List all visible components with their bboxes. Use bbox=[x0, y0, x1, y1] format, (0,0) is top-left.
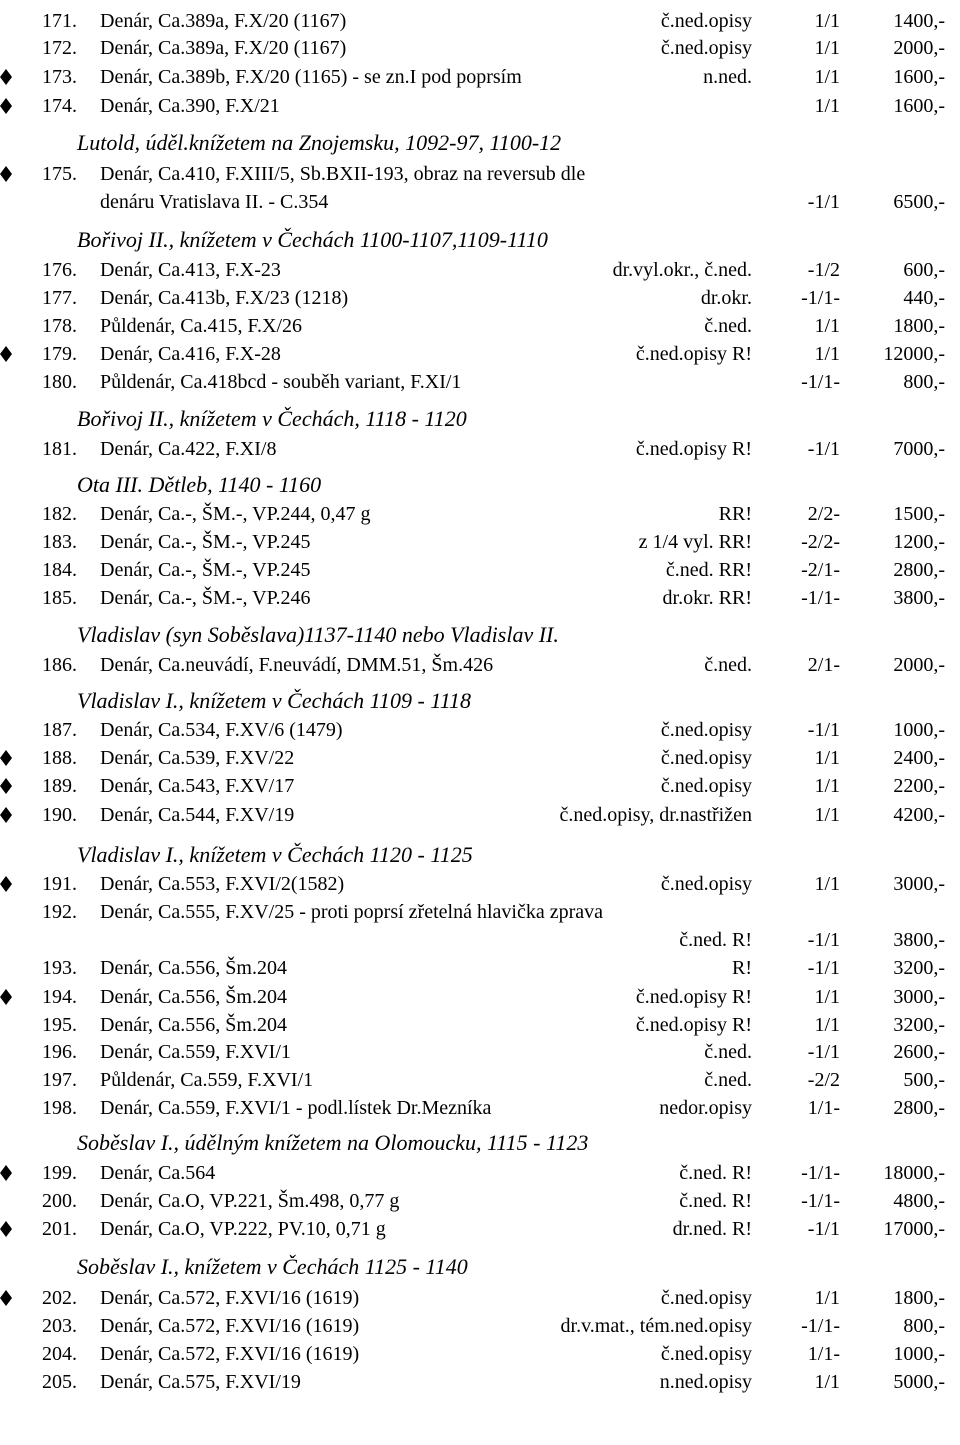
item-price: 1200,- bbox=[893, 531, 945, 553]
item-description: Denár, Ca.555, F.XV/25 - proti poprsí zřetelná hlavička zprava bbox=[100, 901, 603, 923]
item-grade: 1/1 bbox=[814, 986, 840, 1008]
list-item bbox=[0, 584, 960, 613]
item-condition-note: č.ned.opisy bbox=[660, 1343, 752, 1365]
item-description: Půldenár, Ca.418bcd - souběh variant, F.XI/1 bbox=[100, 371, 462, 393]
list-item bbox=[0, 1094, 960, 1123]
item-number: 199. bbox=[42, 1162, 77, 1184]
item-price: 2000,- bbox=[893, 654, 945, 676]
item-number: 198. bbox=[42, 1097, 77, 1119]
list-item bbox=[0, 1159, 960, 1188]
section-heading: Soběslav I., údělným knížetem na Olomoucku, 1115 - 1123 bbox=[77, 1130, 589, 1155]
item-number: 190. bbox=[42, 804, 77, 826]
item-description: Denár, Ca.422, F.XI/8 bbox=[100, 438, 277, 460]
list-item bbox=[0, 312, 960, 341]
item-description: Denár, Ca.390, F.X/21 bbox=[100, 95, 280, 117]
item-condition-note: n.ned.opisy bbox=[659, 1371, 752, 1393]
item-condition-note: č.ned. R! bbox=[679, 1190, 752, 1212]
item-condition-note: č.ned.opisy R! bbox=[635, 1014, 752, 1036]
item-description: Denár, Ca.559, F.XVI/1 bbox=[100, 1041, 291, 1063]
list-item bbox=[0, 1284, 960, 1313]
item-number: 192. bbox=[42, 901, 77, 923]
item-price: 1600,- bbox=[893, 95, 945, 117]
item-grade: 1/1 bbox=[814, 315, 840, 337]
item-condition-note: č.ned.opisy bbox=[660, 719, 752, 741]
item-grade: 1/1 bbox=[814, 10, 840, 32]
list-item bbox=[0, 744, 960, 773]
item-description: Půldenár, Ca.559, F.XVI/1 bbox=[100, 1069, 314, 1091]
item-condition-note: dr.v.mat., tém.ned.opisy bbox=[560, 1315, 752, 1337]
diamond-icon bbox=[0, 1221, 12, 1237]
item-number: 202. bbox=[42, 1287, 77, 1309]
item-number: 193. bbox=[42, 957, 77, 979]
section-heading: Bořivoj II., knížetem v Čechách, 1118 - 1120 bbox=[77, 406, 467, 431]
item-condition-note: dr.okr. RR! bbox=[662, 587, 752, 609]
item-number: 194. bbox=[42, 986, 77, 1008]
item-description: Denár, Ca.556, Šm.204 bbox=[100, 986, 287, 1008]
list-item bbox=[0, 256, 960, 285]
list-item bbox=[0, 500, 960, 529]
list-item bbox=[0, 1340, 960, 1369]
item-grade: -1/1 bbox=[807, 957, 840, 979]
list-item bbox=[0, 954, 960, 983]
item-price: 2200,- bbox=[893, 775, 945, 797]
diamond-icon bbox=[0, 989, 12, 1005]
item-number: 205. bbox=[42, 1371, 77, 1393]
item-grade: -1/1- bbox=[801, 587, 840, 609]
item-condition-note: č.ned.opisy bbox=[660, 775, 752, 797]
list-item bbox=[0, 340, 960, 369]
item-description: Denár, Ca.539, F.XV/22 bbox=[100, 747, 295, 769]
diamond-icon bbox=[0, 876, 12, 892]
list-item bbox=[0, 92, 960, 121]
item-number: 187. bbox=[42, 719, 77, 741]
item-price: 800,- bbox=[903, 371, 945, 393]
list-item bbox=[0, 898, 960, 927]
item-number: 181. bbox=[42, 438, 77, 460]
item-condition-note: RR! bbox=[718, 503, 752, 525]
item-grade: 1/1 bbox=[814, 873, 840, 895]
section-heading: Bořivoj II., knížetem v Čechách 1100-1107,1109-1110 bbox=[77, 227, 548, 252]
item-description: Denár, Ca.-, ŠM.-, VP.244, 0,47 g bbox=[100, 503, 371, 525]
item-description: Denár, Ca.410, F.XIII/5, Sb.BXII-193, obraz na reversub dle bbox=[100, 163, 586, 185]
item-price: 4800,- bbox=[893, 1190, 945, 1212]
item-condition-note: č.ned.opisy bbox=[660, 1287, 752, 1309]
item-number: 172. bbox=[42, 37, 77, 59]
item-description: Denár, Ca.559, F.XVI/1 - podl.lístek Dr.Mezníka bbox=[100, 1097, 492, 1119]
item-description: Denár, Ca.572, F.XVI/16 (1619) bbox=[100, 1287, 360, 1309]
diamond-icon bbox=[0, 98, 12, 114]
item-price: 18000,- bbox=[883, 1162, 945, 1184]
section-heading: Vladislav I., knížetem v Čechách 1109 - 1118 bbox=[77, 688, 472, 713]
item-condition-note: č.ned. RR! bbox=[665, 559, 752, 581]
item-condition-note: R! bbox=[732, 957, 752, 979]
list-item bbox=[0, 368, 960, 397]
item-number: 179. bbox=[42, 343, 77, 365]
list-item bbox=[0, 284, 960, 313]
item-number: 200. bbox=[42, 1190, 77, 1212]
item-condition-note: č.ned.opisy R! bbox=[635, 986, 752, 1008]
list-item bbox=[0, 772, 960, 801]
item-price: 1000,- bbox=[893, 719, 945, 741]
list-item bbox=[0, 716, 960, 745]
item-price: 2400,- bbox=[893, 747, 945, 769]
item-condition-note: č.ned.opisy, dr.nastřižen bbox=[559, 804, 752, 826]
item-price: 17000,- bbox=[883, 1218, 945, 1240]
item-price: 440,- bbox=[903, 287, 945, 309]
list-item bbox=[0, 34, 960, 63]
list-item bbox=[0, 7, 960, 36]
item-price: 7000,- bbox=[893, 438, 945, 460]
item-description: Denár, Ca.534, F.XV/6 (1479) bbox=[100, 719, 343, 741]
item-grade: -1/1- bbox=[801, 1315, 840, 1337]
item-condition-note: č.ned.opisy bbox=[660, 747, 752, 769]
diamond-icon bbox=[0, 166, 12, 182]
item-description: Denár, Ca.O, VP.221, Šm.498, 0,77 g bbox=[100, 1190, 400, 1212]
item-number: 178. bbox=[42, 315, 77, 337]
item-description: Denár, Ca.416, F.X-28 bbox=[100, 343, 281, 365]
item-number: 173. bbox=[42, 66, 77, 88]
list-item bbox=[0, 160, 960, 189]
item-grade: 2/2- bbox=[807, 503, 840, 525]
item-price: 1500,- bbox=[893, 503, 945, 525]
item-number: 180. bbox=[42, 371, 77, 393]
list-item bbox=[0, 1368, 960, 1397]
item-price: 1800,- bbox=[893, 315, 945, 337]
diamond-icon bbox=[0, 69, 12, 85]
diamond-icon bbox=[0, 346, 12, 362]
item-condition-note: č.ned.opisy bbox=[660, 10, 752, 32]
item-number: 189. bbox=[42, 775, 77, 797]
list-item bbox=[0, 528, 960, 557]
list-item bbox=[0, 435, 960, 464]
item-description: Denár, Ca.556, Šm.204 bbox=[100, 957, 287, 979]
item-condition-note: dr.okr. bbox=[700, 287, 752, 309]
diamond-icon bbox=[0, 807, 12, 823]
list-item-continuation bbox=[0, 926, 960, 955]
diamond-icon bbox=[0, 1290, 12, 1306]
item-condition-note: z 1/4 vyl. RR! bbox=[638, 531, 752, 553]
item-price: 3800,- bbox=[893, 929, 945, 951]
item-price: 3200,- bbox=[893, 1014, 945, 1036]
item-condition-note: č.ned. bbox=[704, 315, 752, 337]
item-condition-note: dr.ned. R! bbox=[672, 1218, 752, 1240]
list-item bbox=[0, 1187, 960, 1216]
diamond-icon bbox=[0, 778, 12, 794]
item-description: Denár, Ca.556, Šm.204 bbox=[100, 1014, 287, 1036]
list-item bbox=[0, 801, 960, 830]
item-price: 6500,- bbox=[893, 191, 945, 213]
item-condition-note: č.ned. R! bbox=[679, 1162, 752, 1184]
item-grade: 1/1 bbox=[814, 747, 840, 769]
item-number: 176. bbox=[42, 259, 77, 281]
item-number: 177. bbox=[42, 287, 77, 309]
item-grade: 1/1 bbox=[814, 37, 840, 59]
item-price: 3800,- bbox=[893, 587, 945, 609]
item-number: 171. bbox=[42, 10, 77, 32]
item-price: 4200,- bbox=[893, 804, 945, 826]
item-grade: 1/1 bbox=[814, 66, 840, 88]
item-grade: 1/1 bbox=[814, 775, 840, 797]
item-condition-note: č.ned.opisy R! bbox=[635, 438, 752, 460]
item-description: Půldenár, Ca.415, F.X/26 bbox=[100, 315, 303, 337]
list-item bbox=[0, 651, 960, 680]
item-condition-note: dr.vyl.okr., č.ned. bbox=[612, 259, 752, 281]
item-price: 2000,- bbox=[893, 37, 945, 59]
item-price: 3000,- bbox=[893, 986, 945, 1008]
item-description: Denár, Ca.575, F.XVI/19 bbox=[100, 1371, 301, 1393]
item-grade: -1/1 bbox=[807, 1218, 840, 1240]
item-price: 1400,- bbox=[893, 10, 945, 32]
item-number: 185. bbox=[42, 587, 77, 609]
item-number: 175. bbox=[42, 163, 77, 185]
item-grade: -1/1 bbox=[807, 191, 840, 213]
item-condition-note: č.ned.opisy R! bbox=[635, 343, 752, 365]
diamond-icon bbox=[0, 1165, 12, 1181]
item-grade: 1/1 bbox=[814, 804, 840, 826]
item-grade: -1/1 bbox=[807, 719, 840, 741]
item-description: Denár, Ca.O, VP.222, PV.10, 0,71 g bbox=[100, 1218, 386, 1240]
item-price: 600,- bbox=[903, 259, 945, 281]
item-price: 1800,- bbox=[893, 1287, 945, 1309]
item-grade: -1/1- bbox=[801, 371, 840, 393]
item-grade: -1/1 bbox=[807, 929, 840, 951]
list-item bbox=[0, 1038, 960, 1067]
list-item bbox=[0, 1011, 960, 1040]
item-condition-note: č.ned. bbox=[704, 654, 752, 676]
item-price: 3000,- bbox=[893, 873, 945, 895]
item-description: Denár, Ca.543, F.XV/17 bbox=[100, 775, 295, 797]
item-description: Denár, Ca.572, F.XVI/16 (1619) bbox=[100, 1315, 360, 1337]
list-item bbox=[0, 1066, 960, 1095]
item-price: 2600,- bbox=[893, 1041, 945, 1063]
item-condition-note: č.ned. R! bbox=[679, 929, 752, 951]
item-grade: -1/1- bbox=[801, 1162, 840, 1184]
section-heading: Soběslav I., knížetem v Čechách 1125 - 1140 bbox=[77, 1254, 468, 1279]
item-price: 3200,- bbox=[893, 957, 945, 979]
item-grade: -1/1 bbox=[807, 438, 840, 460]
item-grade: -2/1- bbox=[801, 559, 840, 581]
item-number: 204. bbox=[42, 1343, 77, 1365]
item-number: 174. bbox=[42, 95, 77, 117]
item-grade: 1/1 bbox=[814, 1014, 840, 1036]
item-description: Denár, Ca.553, F.XVI/2(1582) bbox=[100, 873, 345, 895]
item-grade: 1/1 bbox=[814, 1287, 840, 1309]
item-grade: 1/1- bbox=[807, 1343, 840, 1365]
item-grade: -1/1 bbox=[807, 1041, 840, 1063]
item-number: 203. bbox=[42, 1315, 77, 1337]
section-heading: Ota III. Dětleb, 1140 - 1160 bbox=[77, 472, 322, 497]
item-grade: -2/2 bbox=[807, 1069, 840, 1091]
item-description: Denár, Ca.389a, F.X/20 (1167) bbox=[100, 10, 347, 32]
list-item bbox=[0, 556, 960, 585]
list-item-continuation bbox=[0, 188, 960, 217]
item-price: 5000,- bbox=[893, 1371, 945, 1393]
section-heading: Lutold, úděl.knížetem na Znojemsku, 1092-97, 1100-12 bbox=[77, 130, 562, 155]
item-price: 500,- bbox=[903, 1069, 945, 1091]
item-price: 2800,- bbox=[893, 1097, 945, 1119]
item-description: Denár, Ca.389a, F.X/20 (1167) bbox=[100, 37, 347, 59]
item-grade: 1/1 bbox=[814, 343, 840, 365]
item-grade: 2/1- bbox=[807, 654, 840, 676]
item-condition-note: nedor.opisy bbox=[659, 1097, 752, 1119]
item-condition-note: č.ned. bbox=[704, 1069, 752, 1091]
item-grade: 1/1- bbox=[807, 1097, 840, 1119]
list-item bbox=[0, 870, 960, 899]
item-number: 184. bbox=[42, 559, 77, 581]
item-grade: -2/2- bbox=[801, 531, 840, 553]
item-number: 195. bbox=[42, 1014, 77, 1036]
item-number: 186. bbox=[42, 654, 77, 676]
item-number: 182. bbox=[42, 503, 77, 525]
item-price: 12000,- bbox=[883, 343, 945, 365]
item-grade: -1/1- bbox=[801, 287, 840, 309]
item-grade: -1/2 bbox=[807, 259, 840, 281]
item-description: denáru Vratislava II. - C.354 bbox=[100, 191, 329, 213]
item-condition-note: č.ned. bbox=[704, 1041, 752, 1063]
item-number: 188. bbox=[42, 747, 77, 769]
item-price: 800,- bbox=[903, 1315, 945, 1337]
item-description: Denár, Ca.-, ŠM.-, VP.245 bbox=[100, 531, 311, 553]
section-heading: Vladislav I., knížetem v Čechách 1120 - 1125 bbox=[77, 842, 473, 867]
item-description: Denár, Ca.413, F.X-23 bbox=[100, 259, 281, 281]
list-item bbox=[0, 1312, 960, 1341]
diamond-icon bbox=[0, 750, 12, 766]
item-description: Denár, Ca.544, F.XV/19 bbox=[100, 804, 295, 826]
item-number: 196. bbox=[42, 1041, 77, 1063]
item-price: 1600,- bbox=[893, 66, 945, 88]
item-condition-note: n.ned. bbox=[703, 66, 752, 88]
section-heading: Vladislav (syn Soběslava)1137-1140 nebo Vladislav II. bbox=[77, 622, 559, 647]
item-number: 197. bbox=[42, 1069, 77, 1091]
item-number: 191. bbox=[42, 873, 77, 895]
item-condition-note: č.ned.opisy bbox=[660, 873, 752, 895]
list-item bbox=[0, 983, 960, 1012]
list-item bbox=[0, 63, 960, 92]
item-number: 183. bbox=[42, 531, 77, 553]
item-price: 1000,- bbox=[893, 1343, 945, 1365]
list-item bbox=[0, 1215, 960, 1244]
item-grade: 1/1 bbox=[814, 1371, 840, 1393]
item-price: 2800,- bbox=[893, 559, 945, 581]
item-description: Denár, Ca.-, ŠM.-, VP.246 bbox=[100, 587, 311, 609]
item-description: Denár, Ca.413b, F.X/23 (1218) bbox=[100, 287, 349, 309]
item-description: Denár, Ca.564 bbox=[100, 1162, 216, 1184]
item-number: 201. bbox=[42, 1218, 77, 1240]
item-description: Denár, Ca.572, F.XVI/16 (1619) bbox=[100, 1343, 360, 1365]
item-grade: 1/1 bbox=[814, 95, 840, 117]
item-grade: -1/1- bbox=[801, 1190, 840, 1212]
item-description: Denár, Ca.389b, F.X/20 (1165) - se zn.I pod poprsím bbox=[100, 66, 522, 88]
item-description: Denár, Ca.neuvádí, F.neuvádí, DMM.51, Šm.426 bbox=[100, 654, 494, 676]
item-condition-note: č.ned.opisy bbox=[660, 37, 752, 59]
item-description: Denár, Ca.-, ŠM.-, VP.245 bbox=[100, 559, 311, 581]
